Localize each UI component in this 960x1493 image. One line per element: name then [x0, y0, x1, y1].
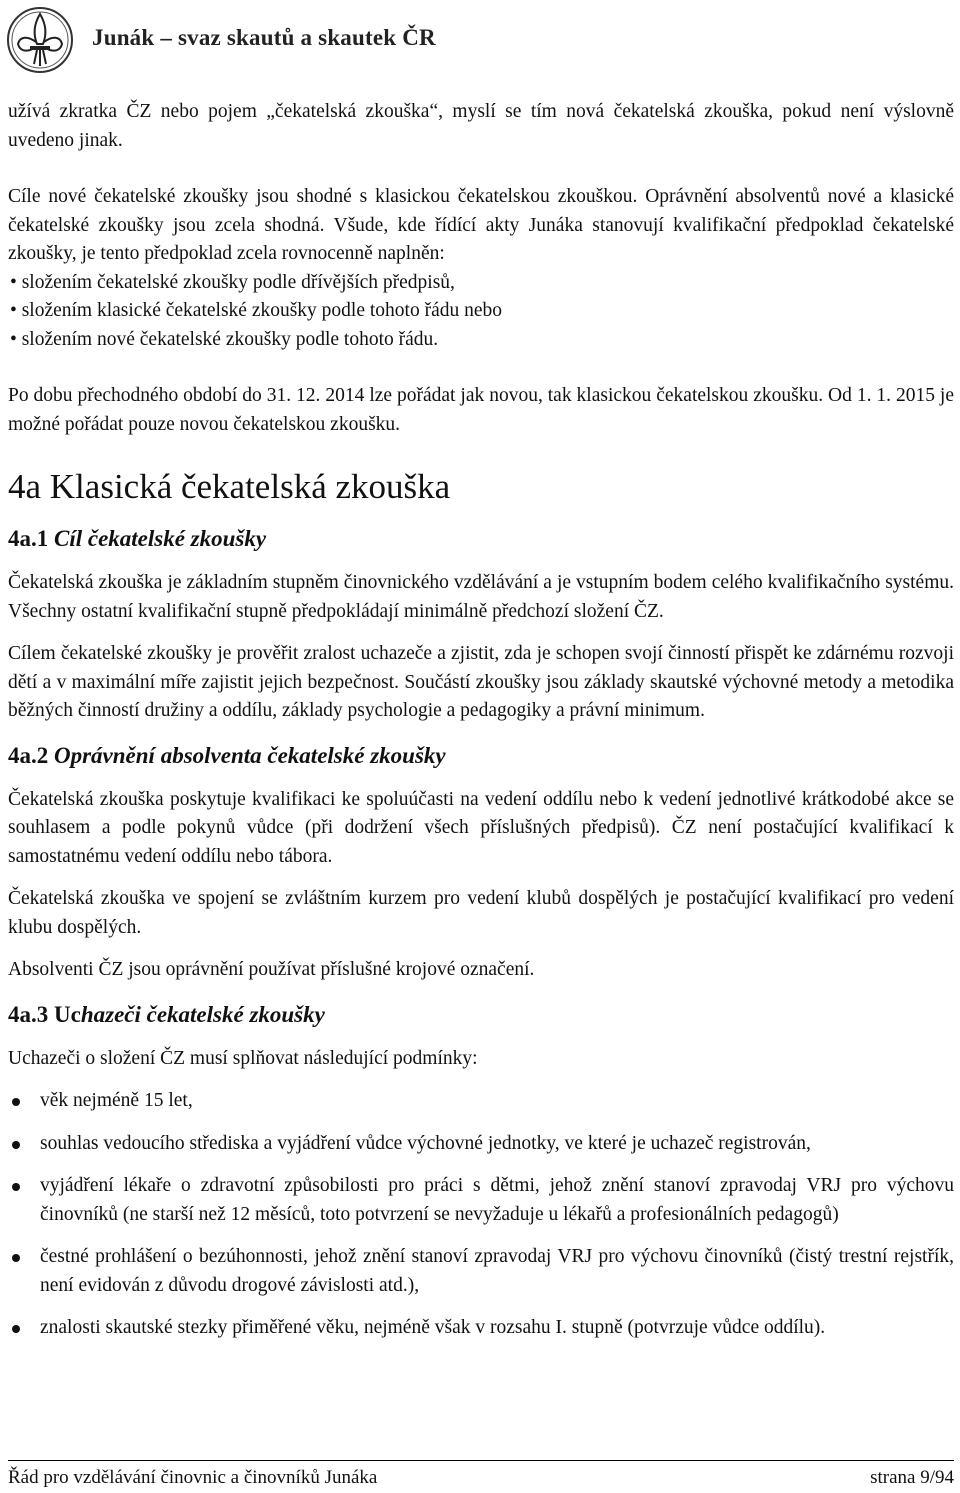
- paragraph-goals: Cíle nové čekatelské zkoušky jsou shodné s klasickou čekatelskou zkouškou. Oprávnění absolventů nové a klasické čekatelské zkoušky jsou zcela shodná. Všude, kde řídící akty Junáka stanovují kvalifikační předpoklad čekatelské zkoušky, je tento předpoklad zcela rovnocenně naplněn:: [8, 186, 954, 264]
- paragraph-intro: užívá zkratka ČZ nebo pojem „čekatelská zkouška“, myslí se tím nová čekatelská zkouška, pokud není výslovně uvedeno jinak.: [8, 101, 954, 151]
- section-title: Oprávnění absolventa čekatelské zkoušky: [48, 742, 446, 768]
- chapter-heading: 4a Klasická čekatelská zkouška: [8, 467, 451, 506]
- section-number: 4a.2: [8, 742, 49, 768]
- list-item: znalosti skautské stezky přiměřené věku, nejméně však v rozsahu I. stupně (potvrzuje vůdce oddílu).: [8, 1314, 954, 1343]
- list-item: vyjádření lékaře o zdravotní způsobilosti pro práci s dětmi, jehož znění stanoví zpravodaj VRJ pro výchovu činovníků (ne starší než 12 měsíců, toto potvrzení se nevyžaduje u lékařů a profesionálních pedagogů): [8, 1172, 954, 1229]
- header-title: Junák – svaz skautů a skautek ČR: [92, 25, 436, 50]
- requirements-list: [8, 1087, 954, 1343]
- page-number: strana 9/94: [870, 1467, 954, 1488]
- paragraph-candidates-intro: Uchazeči o složení ČZ musí splňovat následující podmínky:: [8, 1047, 478, 1069]
- list-item: čestné prohlášení o bezúhonnosti, jehož znění stanoví zpravodaj VRJ pro výchovu činovníků (čistý trestní rejstřík, není evidován z důvodu drogové závislosti atd.),: [8, 1243, 954, 1300]
- section-number: 4a.3 Uc: [8, 1001, 81, 1027]
- list-item: • složením čekatelské zkoušky podle dřívějších předpisů,: [10, 271, 455, 293]
- section-title: hazeči čekatelské zkoušky: [80, 1001, 325, 1027]
- paragraph-authorization-2: Čekatelská zkouška ve spojení se zvláštním kurzem pro vedení klubů dospělých je postačující kvalifikací pro vedení klubu dospělých.: [8, 888, 954, 938]
- footer-document-title: Řád pro vzdělávání činovnic a činovníků Junáka: [8, 1467, 378, 1488]
- paragraph-authorization-3: Absolventi ČZ jsou oprávnění používat příslušné krojové označení.: [8, 959, 535, 980]
- list-item: • složením klasické čekatelské zkoušky podle tohoto řádu nebo: [10, 300, 503, 321]
- footer-divider: [8, 1460, 954, 1461]
- section-title: Cíl čekatelské zkoušky: [48, 526, 267, 551]
- section-heading-goal: [8, 523, 954, 555]
- paragraph-authorization-1: Čekatelská zkouška poskytuje kvalifikaci ke spoluúčasti na vedení oddílu nebo k vedení jednotlivé krátkodobé akce se souhlasem a podle pokynů vůdce (při dodržení všech příslušných předpisů). ČZ není postačující kvalifikací k samostatnému vedení oddílu nebo tábora.: [8, 788, 954, 867]
- list-item: • složením nové čekatelské zkoušky podle tohoto řádu.: [10, 328, 439, 350]
- paragraph-transition: Po dobu přechodného období do 31. 12. 2014 lze pořádat jak novou, tak klasickou čekatelskou zkoušku. Od 1. 1. 2015 je možné pořádat pouze novou čekatelskou zkoušku.: [8, 385, 954, 435]
- section-heading-candidates: [8, 999, 954, 1031]
- paragraph-goal-1: Čekatelská zkouška je základním stupněm činovnického vzdělávání a je vstupním bodem celého kvalifikačního systému. Všechny ostatní kvalifikační stupně předpokládají minimálně předchozí složení ČZ.: [8, 572, 954, 622]
- list-item: věk nejméně 15 let,: [8, 1087, 954, 1116]
- section-heading-authorization: [8, 740, 954, 772]
- paragraph-goal-2: Cílem čekatelské zkoušky je prověřit zralost uchazeče a zjistit, zda je schopen svojí činností přispět ke zdárnému rozvoji dětí a v maximální míře zajistit jejich bezpečnost. Součástí zkoušky jsou základy skautské výchovné metody a metodika běžných činností družiny a oddílu, základy psychologie a pedagogiky a právní minimum.: [8, 643, 954, 721]
- page-header: [0, 0, 960, 80]
- document-body: [8, 98, 954, 1357]
- junak-lily-logo: [6, 6, 74, 74]
- section-number: 4a.1: [8, 526, 49, 551]
- list-item: souhlas vedoucího střediska a vyjádření vůdce výchovné jednotky, ve které je uchazeč registrován,: [8, 1130, 954, 1159]
